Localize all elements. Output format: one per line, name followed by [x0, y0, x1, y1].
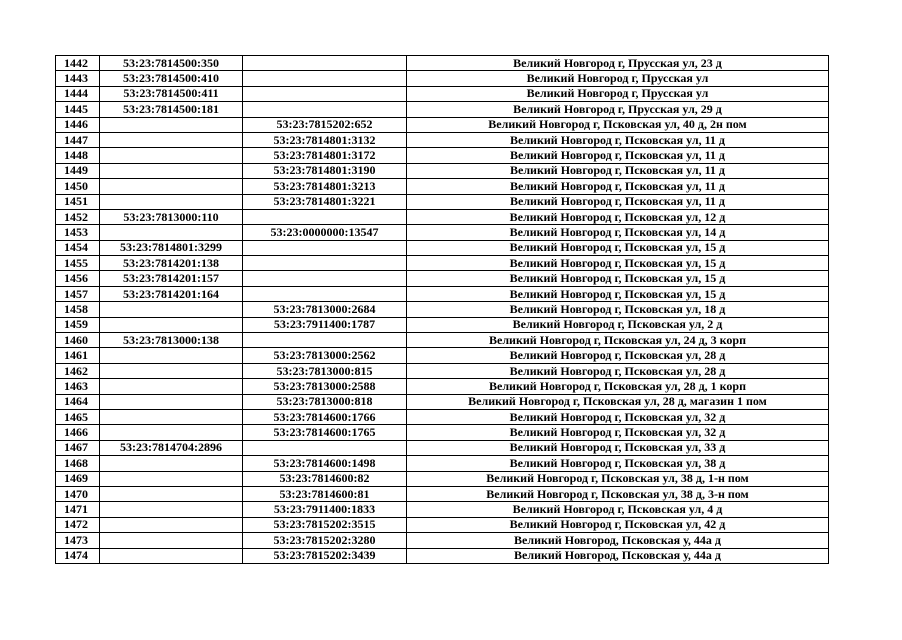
- row-number-cell: 1461: [56, 348, 100, 363]
- cadastral-number-secondary-cell: [243, 440, 407, 455]
- address-cell: Великий Новгород г, Псковская ул, 11 д: [407, 163, 829, 178]
- row-number-cell: 1457: [56, 286, 100, 301]
- address-cell: Великий Новгород г, Псковская ул, 24 д, 3 корп: [407, 333, 829, 348]
- row-number-cell: 1445: [56, 102, 100, 117]
- cadastral-number-secondary-cell: 53:23:7814801:3190: [243, 163, 407, 178]
- address-cell: Великий Новгород г, Псковская ул, 18 д: [407, 302, 829, 317]
- row-number-cell: 1454: [56, 240, 100, 255]
- table-row: [56, 225, 829, 240]
- address-cell: Великий Новгород г, Псковская ул, 12 д: [407, 209, 829, 224]
- cadastral-number-secondary-cell: [243, 102, 407, 117]
- address-cell: Великий Новгород г, Псковская ул, 38 д: [407, 456, 829, 471]
- row-number-cell: 1460: [56, 333, 100, 348]
- cadastral-number-secondary-cell: 53:23:0000000:13547: [243, 225, 407, 240]
- cadastral-number-secondary-cell: 53:23:7814600:81: [243, 486, 407, 501]
- address-cell: Великий Новгород г, Псковская ул, 28 д, 1 корп: [407, 379, 829, 394]
- address-cell: Великий Новгород г, Псковская ул, 15 д: [407, 256, 829, 271]
- cadastral-number-cell: [100, 225, 243, 240]
- cadastral-number-secondary-cell: 53:23:7814801:3213: [243, 179, 407, 194]
- table-row: [56, 56, 829, 71]
- row-number-cell: 1446: [56, 117, 100, 132]
- address-cell: Великий Новгород г, Псковская ул, 15 д: [407, 286, 829, 301]
- table-body: [56, 56, 829, 564]
- row-number-cell: 1471: [56, 502, 100, 517]
- address-cell: Великий Новгород г, Прусская ул, 29 д: [407, 102, 829, 117]
- cadastral-number-secondary-cell: 53:23:7813000:815: [243, 363, 407, 378]
- cadastral-number-cell: [100, 179, 243, 194]
- cadastral-number-cell: 53:23:7814201:157: [100, 271, 243, 286]
- address-cell: Великий Новгород г, Псковская ул, 32 д: [407, 425, 829, 440]
- address-cell: Великий Новгород, Псковская у, 44а д: [407, 548, 829, 563]
- table-row: [56, 486, 829, 501]
- row-number-cell: 1452: [56, 209, 100, 224]
- row-number-cell: 1453: [56, 225, 100, 240]
- row-number-cell: 1450: [56, 179, 100, 194]
- table-row: [56, 286, 829, 301]
- row-number-cell: 1455: [56, 256, 100, 271]
- cadastral-number-cell: 53:23:7813000:138: [100, 333, 243, 348]
- cadastral-number-secondary-cell: 53:23:7814600:1498: [243, 456, 407, 471]
- table-row: [56, 548, 829, 563]
- address-cell: Великий Новгород г, Псковская ул, 2 д: [407, 317, 829, 332]
- cadastral-number-cell: [100, 517, 243, 532]
- row-number-cell: 1464: [56, 394, 100, 409]
- table-row: [56, 440, 829, 455]
- table-row: [56, 409, 829, 424]
- address-cell: Великий Новгород г, Псковская ул, 14 д: [407, 225, 829, 240]
- document-page: [55, 55, 828, 564]
- address-cell: Великий Новгород г, Псковская ул, 11 д: [407, 194, 829, 209]
- table-row: [56, 256, 829, 271]
- row-number-cell: 1472: [56, 517, 100, 532]
- table-row: [56, 456, 829, 471]
- cadastral-number-cell: [100, 486, 243, 501]
- table-row: [56, 163, 829, 178]
- table-row: [56, 117, 829, 132]
- row-number-cell: 1466: [56, 425, 100, 440]
- cadastral-number-cell: 53:23:7814201:164: [100, 286, 243, 301]
- row-number-cell: 1469: [56, 471, 100, 486]
- table-row: [56, 132, 829, 147]
- cadastral-number-secondary-cell: 53:23:7814801:3172: [243, 148, 407, 163]
- cadastral-number-secondary-cell: [243, 271, 407, 286]
- address-cell: Великий Новгород г, Псковская ул, 15 д: [407, 271, 829, 286]
- address-cell: Великий Новгород г, Псковская ул, 15 д: [407, 240, 829, 255]
- row-number-cell: 1447: [56, 132, 100, 147]
- cadastral-number-cell: 53:23:7814704:2896: [100, 440, 243, 455]
- row-number-cell: 1468: [56, 456, 100, 471]
- cadastral-number-cell: 53:23:7814500:350: [100, 56, 243, 71]
- cadastral-number-secondary-cell: 53:23:7813000:818: [243, 394, 407, 409]
- table-row: [56, 86, 829, 101]
- table-row: [56, 533, 829, 548]
- cadastral-number-secondary-cell: 53:23:7813000:2684: [243, 302, 407, 317]
- cadastral-number-cell: [100, 132, 243, 147]
- table-row: [56, 240, 829, 255]
- address-cell: Великий Новгород г, Прусская ул, 23 д: [407, 56, 829, 71]
- table-row: [56, 425, 829, 440]
- cadastral-number-secondary-cell: 53:23:7814600:82: [243, 471, 407, 486]
- table-row: [56, 502, 829, 517]
- cadastral-number-secondary-cell: 53:23:7814600:1765: [243, 425, 407, 440]
- table-row: [56, 102, 829, 117]
- address-cell: Великий Новгород г, Псковская ул, 42 д: [407, 517, 829, 532]
- cadastral-number-cell: 53:23:7814500:411: [100, 86, 243, 101]
- cadastral-number-secondary-cell: [243, 333, 407, 348]
- cadastral-number-secondary-cell: 53:23:7815202:652: [243, 117, 407, 132]
- address-cell: Великий Новгород г, Псковская ул, 28 д, магазин 1 пом: [407, 394, 829, 409]
- cadastral-number-secondary-cell: 53:23:7814600:1766: [243, 409, 407, 424]
- cadastral-number-secondary-cell: [243, 71, 407, 86]
- cadastral-number-secondary-cell: 53:23:7814801:3221: [243, 194, 407, 209]
- cadastral-number-secondary-cell: [243, 286, 407, 301]
- cadastral-number-cell: [100, 533, 243, 548]
- table-row: [56, 148, 829, 163]
- cadastral-table: [55, 55, 829, 564]
- address-cell: Великий Новгород г, Псковская ул, 11 д: [407, 132, 829, 147]
- row-number-cell: 1448: [56, 148, 100, 163]
- address-cell: Великий Новгород г, Псковская ул, 32 д: [407, 409, 829, 424]
- cadastral-number-cell: [100, 348, 243, 363]
- cadastral-number-secondary-cell: [243, 56, 407, 71]
- cadastral-number-cell: [100, 502, 243, 517]
- address-cell: Великий Новгород г, Псковская ул, 4 д: [407, 502, 829, 517]
- row-number-cell: 1463: [56, 379, 100, 394]
- address-cell: Великий Новгород г, Псковская ул, 28 д: [407, 348, 829, 363]
- row-number-cell: 1473: [56, 533, 100, 548]
- address-cell: Великий Новгород г, Псковская ул, 11 д: [407, 179, 829, 194]
- table-row: [56, 394, 829, 409]
- row-number-cell: 1470: [56, 486, 100, 501]
- cadastral-number-cell: 53:23:7814500:410: [100, 71, 243, 86]
- cadastral-number-cell: [100, 471, 243, 486]
- cadastral-number-secondary-cell: [243, 86, 407, 101]
- address-cell: Великий Новгород г, Псковская ул, 38 д, 3-н пом: [407, 486, 829, 501]
- cadastral-number-secondary-cell: 53:23:7815202:3439: [243, 548, 407, 563]
- table-row: [56, 363, 829, 378]
- table-row: [56, 348, 829, 363]
- cadastral-number-secondary-cell: [243, 209, 407, 224]
- row-number-cell: 1462: [56, 363, 100, 378]
- cadastral-number-secondary-cell: 53:23:7813000:2588: [243, 379, 407, 394]
- cadastral-number-cell: [100, 363, 243, 378]
- table-row: [56, 471, 829, 486]
- cadastral-number-secondary-cell: 53:23:7813000:2562: [243, 348, 407, 363]
- cadastral-number-cell: [100, 194, 243, 209]
- row-number-cell: 1443: [56, 71, 100, 86]
- cadastral-number-cell: [100, 117, 243, 132]
- table-row: [56, 71, 829, 86]
- address-cell: Великий Новгород г, Прусская ул: [407, 86, 829, 101]
- table-row: [56, 333, 829, 348]
- table-row: [56, 271, 829, 286]
- cadastral-number-secondary-cell: 53:23:7911400:1787: [243, 317, 407, 332]
- table-row: [56, 179, 829, 194]
- row-number-cell: 1459: [56, 317, 100, 332]
- table-row: [56, 379, 829, 394]
- row-number-cell: 1465: [56, 409, 100, 424]
- row-number-cell: 1458: [56, 302, 100, 317]
- cadastral-number-cell: [100, 302, 243, 317]
- cadastral-number-cell: [100, 394, 243, 409]
- cadastral-number-secondary-cell: 53:23:7815202:3515: [243, 517, 407, 532]
- cadastral-number-cell: [100, 379, 243, 394]
- cadastral-number-cell: [100, 456, 243, 471]
- table-row: [56, 517, 829, 532]
- address-cell: Великий Новгород г, Псковская ул, 40 д, 2н пом: [407, 117, 829, 132]
- table-row: [56, 209, 829, 224]
- cadastral-number-secondary-cell: 53:23:7814801:3132: [243, 132, 407, 147]
- address-cell: Великий Новгород г, Псковская ул, 33 д: [407, 440, 829, 455]
- cadastral-number-cell: 53:23:7814801:3299: [100, 240, 243, 255]
- cadastral-number-secondary-cell: [243, 240, 407, 255]
- cadastral-number-cell: [100, 317, 243, 332]
- row-number-cell: 1474: [56, 548, 100, 563]
- row-number-cell: 1451: [56, 194, 100, 209]
- cadastral-number-cell: 53:23:7814201:138: [100, 256, 243, 271]
- address-cell: Великий Новгород г, Псковская ул, 28 д: [407, 363, 829, 378]
- cadastral-number-cell: 53:23:7813000:110: [100, 209, 243, 224]
- address-cell: Великий Новгород г, Псковская ул, 11 д: [407, 148, 829, 163]
- row-number-cell: 1442: [56, 56, 100, 71]
- cadastral-number-cell: [100, 163, 243, 178]
- row-number-cell: 1456: [56, 271, 100, 286]
- row-number-cell: 1444: [56, 86, 100, 101]
- row-number-cell: 1449: [56, 163, 100, 178]
- address-cell: Великий Новгород г, Псковская ул, 38 д, 1-н пом: [407, 471, 829, 486]
- table-row: [56, 194, 829, 209]
- row-number-cell: 1467: [56, 440, 100, 455]
- address-cell: Великий Новгород, Псковская у, 44а д: [407, 533, 829, 548]
- cadastral-number-cell: [100, 425, 243, 440]
- cadastral-number-cell: [100, 548, 243, 563]
- cadastral-number-cell: [100, 409, 243, 424]
- table-row: [56, 317, 829, 332]
- cadastral-number-secondary-cell: 53:23:7911400:1833: [243, 502, 407, 517]
- cadastral-number-cell: [100, 148, 243, 163]
- address-cell: Великий Новгород г, Прусская ул: [407, 71, 829, 86]
- cadastral-number-secondary-cell: [243, 256, 407, 271]
- cadastral-number-cell: 53:23:7814500:181: [100, 102, 243, 117]
- cadastral-number-secondary-cell: 53:23:7815202:3280: [243, 533, 407, 548]
- table-row: [56, 302, 829, 317]
